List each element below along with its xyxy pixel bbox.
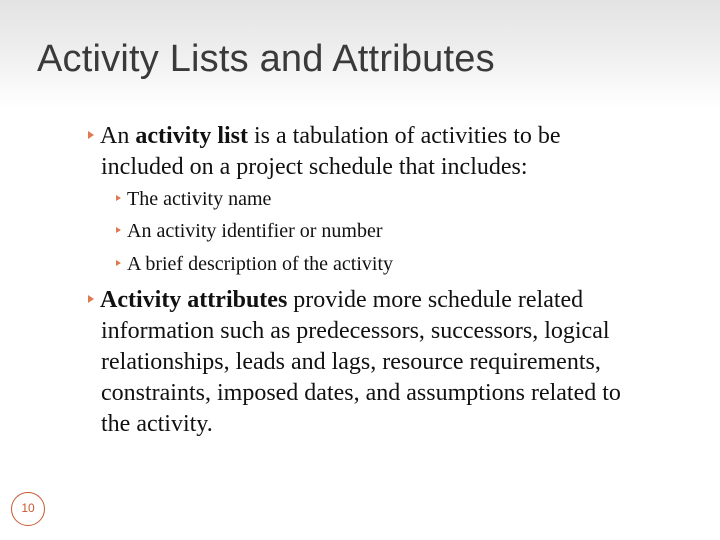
bullet-prefix: An: [100, 123, 136, 149]
bullet-activity-attributes: [88, 285, 621, 440]
bullet-text-continuation: included on a project schedule that includes:: [101, 154, 528, 180]
triangle-bullet-icon: [88, 295, 94, 303]
triangle-bullet-icon: [88, 131, 94, 139]
bullet-activity-list: [88, 121, 561, 183]
sub-bullet-brief-description: [116, 251, 393, 278]
triangle-bullet-icon: [116, 195, 121, 201]
bullet-text: provide more schedule related: [287, 287, 584, 313]
bold-term-activity-attributes: Activity attributes: [100, 287, 288, 313]
bullet-text: is a tabulation of activities to be: [247, 123, 561, 149]
triangle-bullet-icon: [116, 260, 121, 266]
sub-bullet-activity-identifier: [116, 218, 382, 245]
bullet-text-continuation: constraints, imposed dates, and assumptions related to: [101, 380, 621, 406]
sub-bullet-text: An activity identifier or number: [127, 220, 383, 242]
sub-bullet-text: The activity name: [127, 188, 272, 210]
slide-title: Activity Lists and Attributes: [37, 38, 495, 80]
bullet-text-continuation: the activity.: [101, 411, 213, 437]
triangle-bullet-icon: [116, 227, 121, 233]
page-number-badge: 10: [11, 492, 45, 526]
bold-term-activity-list: activity list: [135, 123, 248, 149]
bullet-text-continuation: relationships, leads and lags, resource requirements,: [101, 349, 601, 375]
sub-bullet-text: A brief description of the activity: [127, 253, 394, 275]
bullet-text-continuation: information such as predecessors, successors, logical: [101, 318, 610, 344]
sub-bullet-activity-name: [116, 186, 271, 213]
